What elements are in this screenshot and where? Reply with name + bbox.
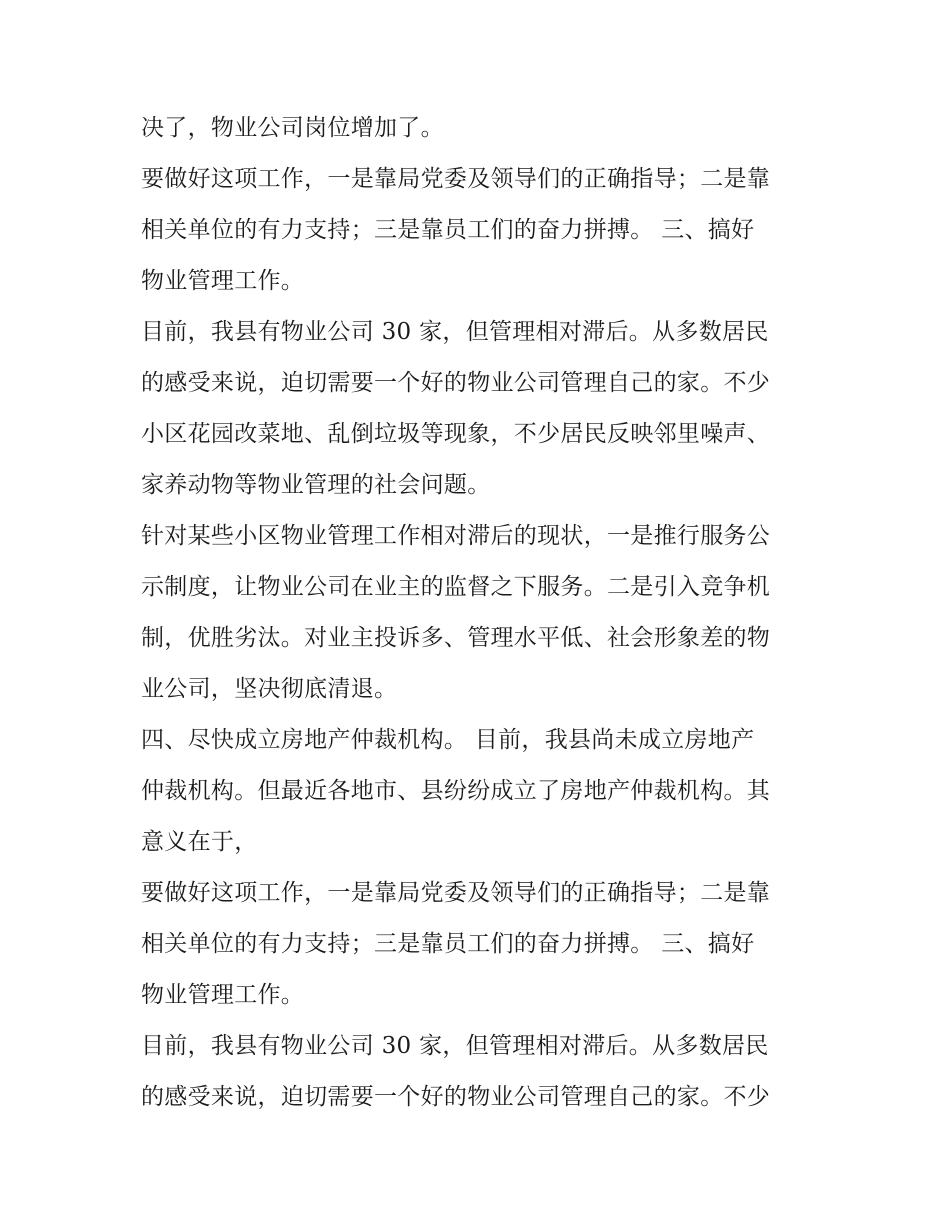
text-line: 目前，我县有物业公司 30 家，但管理相对滞后。从多数居民: [141, 319, 769, 345]
document-body: [141, 103, 813, 1123]
text-line: 要做好这项工作，一是靠局党委及领导们的正确指导；二是靠: [141, 166, 771, 192]
text-line: 的感受来说，迫切需要一个好的物业公司管理自己的家。不少: [141, 1084, 771, 1110]
text-line: 家养动物等物业管理的社会问题。: [141, 472, 491, 498]
text-line: 示制度，让物业公司在业主的监督之下服务。二是引入竞争机: [141, 574, 771, 600]
text-line: 目前，我县有物业公司 30 家，但管理相对滞后。从多数居民: [141, 1033, 769, 1059]
text-line: 的感受来说，迫切需要一个好的物业公司管理自己的家。不少: [141, 370, 771, 396]
text-line: 要做好这项工作，一是靠局党委及领导们的正确指导；二是靠: [141, 880, 771, 906]
text-line: 意义在于，: [141, 829, 258, 855]
text-line: 制，优胜劣汰。对业主投诉多、管理水平低、社会形象差的物: [141, 625, 771, 651]
text-line: 业公司，坚决彻底清退。: [141, 676, 398, 702]
text-line: 相关单位的有力支持；三是靠员工们的奋力拼搏。 三、搞好: [141, 217, 755, 243]
text-line: 物业管理工作。: [141, 268, 305, 294]
text-line: 相关单位的有力支持；三是靠员工们的奋力拼搏。 三、搞好: [141, 931, 755, 957]
text-line: 决了，物业公司岗位增加了。: [141, 115, 444, 141]
text-line: 仲裁机构。但最近各地市、县纷纷成立了房地产仲裁机构。其: [141, 778, 771, 804]
text-line: 物业管理工作。: [141, 982, 305, 1008]
text-line: 小区花园改菜地、乱倒垃圾等现象，不少居民反映邻里噪声、: [141, 421, 771, 447]
text-line: 四、尽快成立房地产仲裁机构。 目前，我县尚未成立房地产: [141, 727, 755, 753]
text-line: 针对某些小区物业管理工作相对滞后的现状，一是推行服务公: [141, 523, 771, 549]
